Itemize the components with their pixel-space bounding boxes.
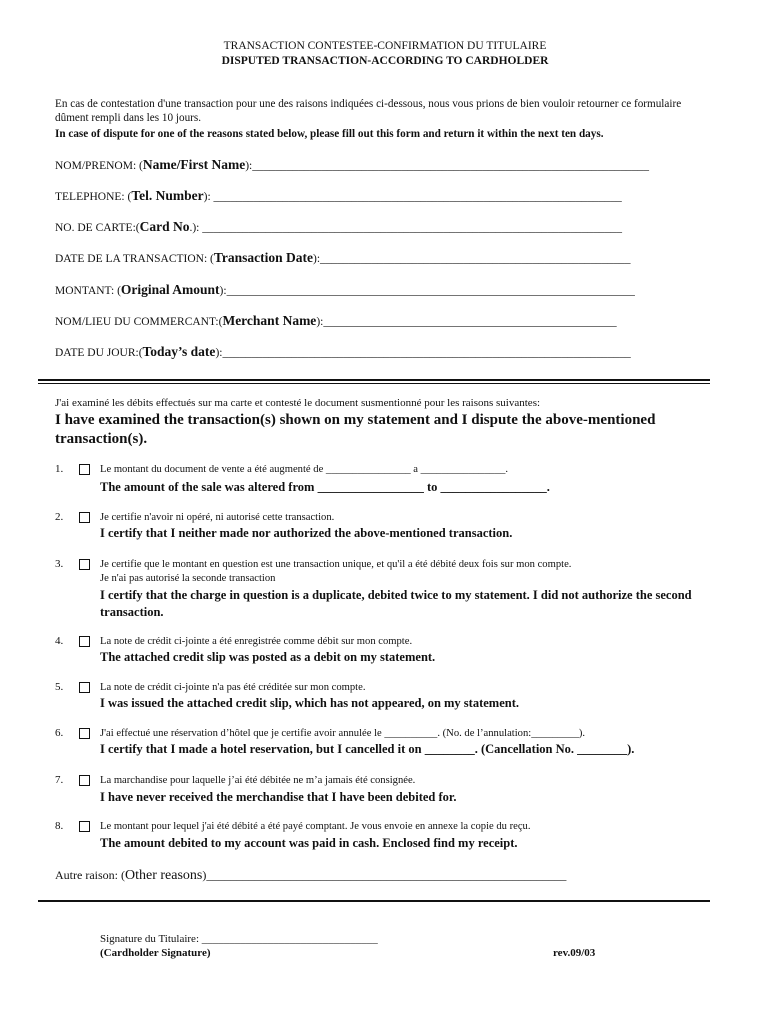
reason-number: 7. — [55, 774, 64, 786]
reason-number: 2. — [55, 511, 64, 523]
field-label-en: Merchant Name — [222, 313, 317, 328]
field-line: ):_______________________________________________________________________ — [215, 347, 631, 359]
field-label-en: Card No — [139, 219, 190, 234]
telephone-field[interactable] — [55, 188, 700, 204]
title-english: DISPUTED TRANSACTION-ACCORDING TO CARDHOLDER — [221, 55, 549, 67]
reason-number: 4. — [55, 635, 64, 647]
reason-checkbox[interactable] — [79, 512, 90, 523]
title-french: TRANSACTION CONTESTEE-CONFIRMATION DU TITULAIRE — [223, 40, 547, 52]
transaction-date-field[interactable] — [55, 250, 700, 266]
other-reasons-field[interactable] — [55, 868, 566, 884]
reason-text-fr: J'ai effectué une réservation d’hôtel que je certifie avoir annulée le __________. (No. de l’annulation:_________). — [100, 728, 586, 739]
reason-checkbox[interactable] — [79, 775, 90, 786]
reason-text-en: I certify that the charge in question is a duplicate, debited twice to my statement. I did not authorize the second transaction. — [100, 588, 692, 619]
reason-text-fr: La marchandise pour laquelle j’ai été débitée ne m’a jamais été consignée. — [100, 775, 416, 786]
revision-label: rev.09/03 — [553, 947, 596, 959]
reason-checkbox[interactable] — [79, 464, 90, 475]
reason-number: 1. — [55, 463, 64, 475]
todays-date-field[interactable] — [55, 344, 700, 360]
reason-text-fr: Je certifie que le montant en question est une transaction unique, et qu'il a été débité deux fois sur mon compte. — [100, 559, 572, 570]
bottom-divider — [38, 900, 710, 902]
field-label-en: Today’s date — [142, 344, 216, 359]
examined-statement-english: I have examined the transaction(s) shown on my statement and I dispute the above-mentioned transaction(s). — [55, 412, 656, 447]
field-line: ): _______________________________________________________________________ — [203, 191, 622, 203]
section-divider — [38, 379, 710, 381]
name-field[interactable] — [55, 157, 700, 173]
reason-text-fr: Le montant du document de vente a été augmenté de ________________ a ________________. — [100, 464, 509, 475]
reason-checkbox[interactable] — [79, 682, 90, 693]
reason-text-en: I certify that I made a hotel reservation, but I cancelled it on ________. (Cancellation No. ________). — [100, 742, 635, 756]
merchant-name-field[interactable] — [55, 313, 700, 329]
reason-checkbox[interactable] — [79, 728, 90, 739]
signature-field[interactable]: Signature du Titulaire: ________________________________ — [100, 933, 378, 945]
field-label-fr: TELEPHONE: ( — [55, 191, 132, 203]
reason-text-en: I have never received the merchandise that I have been debited for. — [100, 790, 457, 804]
reason-text-en: I was issued the attached credit slip, which has not appeared, on my statement. — [100, 696, 520, 710]
field-label-en: Tel. Number — [131, 188, 204, 203]
field-label-en: Original Amount — [120, 282, 220, 297]
other-label-fr: Autre raison: ( — [55, 868, 125, 882]
intro-english: In case of dispute for one of the reasons stated below, please fill out this form and return it within the next ten days. — [55, 128, 604, 140]
field-label-fr: DATE DE LA TRANSACTION: ( — [55, 253, 214, 265]
field-line: ):_______________________________________________________________________ — [219, 285, 635, 297]
other-label-en: Other reasons — [124, 868, 203, 883]
reason-text-fr: Je certifie n'avoir ni opéré, ni autorisé cette transaction. — [100, 512, 335, 523]
other-line: )____________________________________________________________ — [202, 868, 567, 882]
field-line: ):___________________________________________________ — [316, 316, 617, 328]
card-number-field[interactable] — [55, 219, 700, 235]
reason-checkbox[interactable] — [79, 821, 90, 832]
intro-french: En cas de contestation d'une transaction pour une des raisons indiquées ci-dessous, nous vous prions de bien vouloir retourner ce formulaire dûment rempli dans les 10 jours. — [55, 98, 682, 124]
reason-text-en: I certify that I neither made nor authorized the above-mentioned transaction. — [100, 526, 513, 540]
field-label-en: Name/First Name — [142, 157, 246, 172]
field-line: .): _________________________________________________________________________ — [189, 222, 622, 234]
reason-text-en: The attached credit slip was posted as a debit on my statement. — [100, 650, 436, 664]
reason-text-fr: La note de crédit ci-jointe n'a pas été créditée sur mon compte. — [100, 682, 366, 693]
reason-text-en: The amount of the sale was altered from _________________ to _________________. — [100, 480, 550, 494]
field-label-fr: DATE DU JOUR:( — [55, 347, 143, 359]
reason-number: 5. — [55, 681, 64, 693]
field-label-fr: NOM/PRENOM: ( — [55, 160, 143, 172]
examined-statement-french: J'ai examiné les débits effectués sur ma carte et contesté le document susmentionné pour les raisons suivantes: — [55, 397, 541, 409]
reason-checkbox[interactable] — [79, 559, 90, 570]
field-line: ):______________________________________________________ — [313, 253, 631, 265]
field-label-fr: MONTANT: ( — [55, 285, 121, 297]
field-label-fr: NOM/LIEU DU COMMERCANT:( — [55, 316, 223, 328]
reason-number: 6. — [55, 727, 64, 739]
field-label-en: Transaction Date — [213, 250, 313, 265]
signature-label-en: (Cardholder Signature) — [100, 947, 211, 959]
field-line: ):_____________________________________________________________________ — [245, 160, 649, 172]
reason-text-fr-line2: Je n'ai pas autorisé la seconde transaction — [100, 573, 276, 584]
reason-text-fr: La note de crédit ci-jointe a été enregistrée comme débit sur mon compte. — [100, 636, 413, 647]
section-divider — [38, 383, 710, 384]
reason-number: 8. — [55, 820, 64, 832]
original-amount-field[interactable] — [55, 282, 700, 298]
field-label-fr: NO. DE CARTE:( — [55, 222, 140, 234]
reason-text-fr: Le montant pour lequel j'ai été débité a été payé comptant. Je vous envoie en annexe la copie du reçu. — [100, 821, 531, 832]
reason-checkbox[interactable] — [79, 636, 90, 647]
reason-number: 3. — [55, 558, 64, 570]
reason-text-en: The amount debited to my account was paid in cash. Enclosed find my receipt. — [100, 836, 518, 850]
